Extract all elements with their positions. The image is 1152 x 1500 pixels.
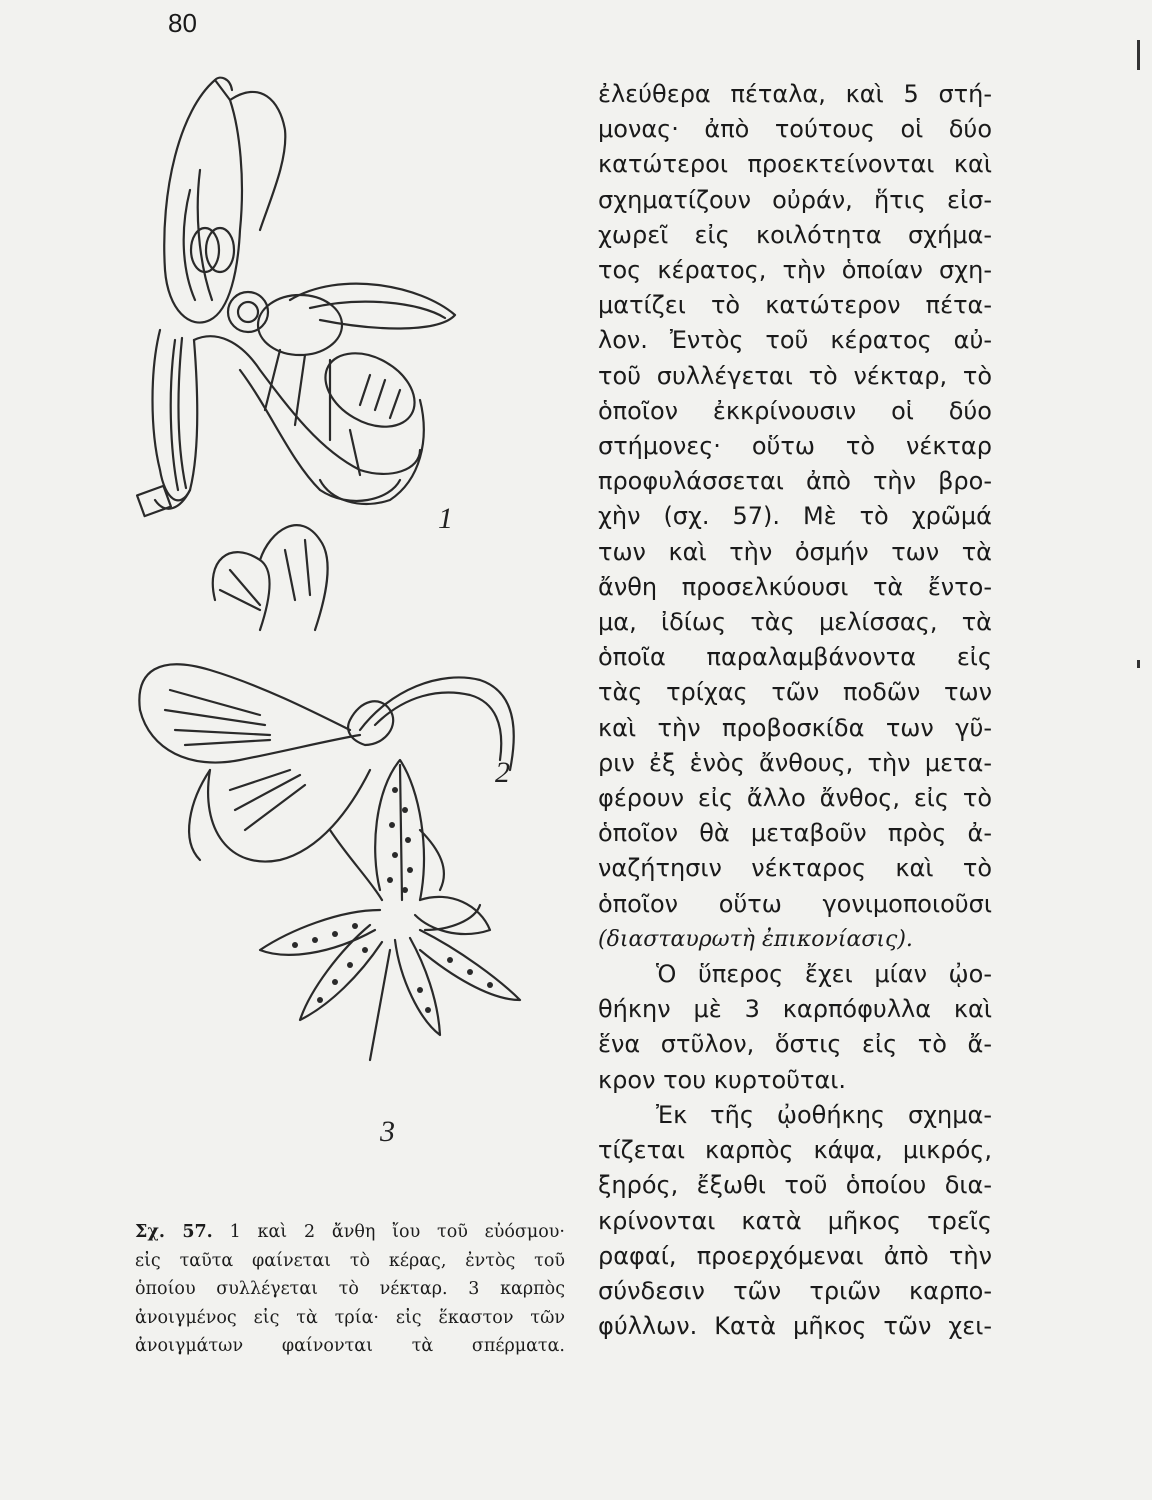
page-edge-mark	[1137, 40, 1140, 70]
paragraph-start-line: Ὁ ὕπερος ἔχει μίαν ᾠο-	[656, 960, 992, 989]
caption-line: ὁποίου συλλέγεται τὸ νέκταρ. 3 καρπὸς	[135, 1279, 565, 1299]
paragraph-start-line: Ἐκ τῆς ᾠοθήκης σχημα-	[656, 1100, 992, 1129]
flower-illustration	[120, 70, 590, 1200]
text-line: σχηματίζουν οὐράν, ἥτις εἰσ-	[598, 185, 992, 214]
text-line: ματίζει τὸ κατώτερον πέτα-	[598, 291, 992, 320]
text-line: ὁποῖα παραλαμβάνοντα εἰς	[598, 643, 992, 672]
text-line: φέρουν εἰς ἄλλο ἄνθος, εἰς τὸ	[598, 784, 992, 813]
text-line: ἕνα στῦλον, ὅστις εἰς τὸ ἄ-	[598, 1030, 992, 1059]
text-line: μονας· ἀπὸ τούτους οἱ δύο	[598, 115, 992, 144]
body-text-column	[598, 77, 992, 1344]
text-line: φύλλων. Κατὰ μῆκος τῶν χει-	[598, 1312, 992, 1341]
text-line: κατώτεροι προεκτείνονται καὶ	[598, 150, 992, 179]
violet-section-drawing	[137, 78, 455, 516]
text-line: λον. Ἐντὸς τοῦ κέρατος αὐ-	[598, 326, 992, 355]
text-line: ὁποῖον ἐκκρίνουσιν οἱ δύο	[598, 396, 992, 425]
figure-caption	[135, 1218, 565, 1361]
text-line: ραφαί, προερχόμεναι ἀπὸ τὴν	[598, 1241, 992, 1270]
caption-line-text: 1 καὶ 2 ἄνθη ἴου τοῦ εὐόσμου·	[229, 1222, 565, 1242]
text-line: σύνδεσιν τῶν τριῶν καρπο-	[598, 1276, 992, 1305]
text-line: καὶ τὴν προβοσκίδα των γῦ-	[598, 713, 992, 742]
figure-label-2: 2	[495, 756, 510, 789]
page-number: 80	[168, 8, 197, 38]
text-line: ναζήτησιν νέκταρος καὶ τὸ	[598, 854, 992, 883]
text-line: κρίνονται κατὰ μῆκος τρεῖς	[598, 1206, 992, 1235]
botanical-figure	[120, 70, 590, 1200]
text-line: τὰς τρίχας τῶν ποδῶν των	[598, 678, 992, 707]
text-line: ἄνθη προσελκύουσι τὰ ἔντο-	[598, 572, 992, 601]
text-line: των καὶ τὴν ὀσμήν των τὰ	[598, 537, 992, 566]
page-edge-mark	[1137, 660, 1140, 668]
caption-line: εἰς ταῦτα φαίνεται τὸ κέρας, ἐντὸς τοῦ	[135, 1250, 565, 1271]
text-line: θήκην μὲ 3 καρπόφυλλα καὶ	[598, 995, 992, 1024]
caption-line	[135, 1218, 565, 1247]
caption-line: ἀνοιγμένος εἰς τὰ τρία· εἰς ἕκαστον τῶν	[135, 1307, 565, 1328]
figure-label-1: 1	[438, 502, 453, 535]
text-line: ριν ἐξ ἑνὸς ἄνθους, τὴν μετα-	[598, 748, 992, 777]
text-line: ὁποῖον οὕτω γονιμοποιοῦσι	[598, 889, 992, 918]
text-line: τος κέρατος, τὴν ὁποίαν σχη-	[598, 256, 992, 285]
text-line: ἐλεύθερα πέταλα, καὶ 5 στή-	[598, 80, 992, 108]
text-line: προφυλάσσεται ἀπὸ τὴν βρο-	[598, 467, 992, 496]
text-line: χωρεῖ εἰς κοιλότητα σχήμα-	[598, 220, 992, 249]
text-line: στήμονες· οὕτω τὸ νέκταρ	[598, 432, 992, 461]
text-line-italic: (διασταυρωτὴ ἐπικονίασις).	[598, 926, 913, 952]
text-line: τοῦ συλλέγεται τὸ νέκταρ, τὸ	[598, 361, 992, 390]
caption-reference: Σχ. 57.	[135, 1222, 213, 1242]
violet-side-view-drawing	[139, 525, 513, 861]
figure-label-3: 3	[380, 1115, 395, 1148]
text-line: κρον του κυρτοῦται.	[598, 1065, 847, 1094]
text-line: ξηρός, ἔξωθι τοῦ ὁποίου δια-	[598, 1171, 992, 1200]
text-line: τίζεται καρπὸς κάψα, μικρός,	[598, 1136, 992, 1165]
text-line: χὴν (σχ. 57). Μὲ τὸ χρῶμά	[598, 502, 992, 531]
seed-capsule-drawing	[260, 760, 520, 1060]
text-line: μα, ἰδίως τὰς μελίσσας, τὰ	[598, 608, 992, 637]
caption-line: ἀνοιγμάτων φαίνονται τὰ σπέρματα.	[135, 1336, 565, 1356]
text-line: ὁποῖον θὰ μεταβοῦν πρὸς ἀ-	[598, 819, 992, 848]
